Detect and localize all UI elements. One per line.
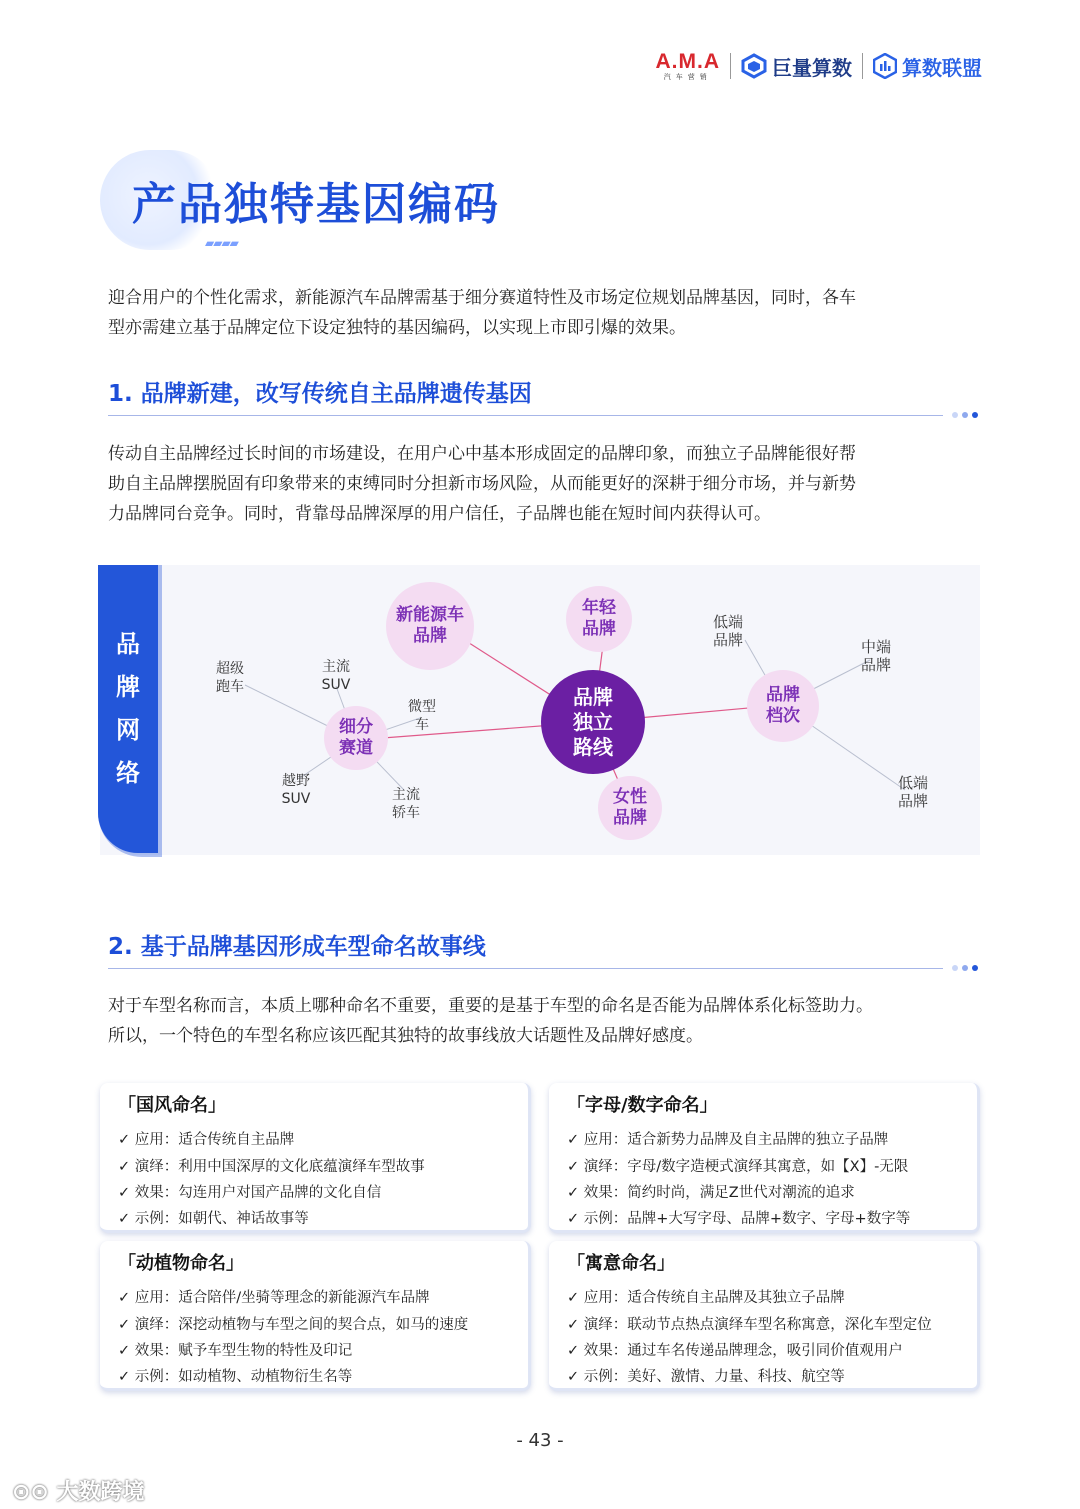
intro-line: 型亦需建立基于品牌定位下设定独特的基因编码，以实现上市即引爆的效果。 xyxy=(108,318,686,338)
card-title: 「寓意命名」 xyxy=(567,1253,675,1274)
bubble-brand-tier xyxy=(747,670,819,742)
section1-line: 传动自主品牌经过长时间的市场建设，在用户心中基本形成固定的品牌印象，而独立子品牌能很好帮 xyxy=(108,444,856,464)
tab-char: 网 xyxy=(116,716,140,744)
title-dash-decoration: ▰▰▰▰ xyxy=(205,236,238,250)
card-line: ✓ 示例：如朝代、神话故事等 xyxy=(118,1211,309,1227)
card-line: ✓ 应用：适合陪伴/坐骑等理念的新能源汽车品牌 xyxy=(118,1290,430,1306)
card-line: ✓ 应用：适合新势力品牌及自主品牌的独立子品牌 xyxy=(567,1132,889,1148)
bubble-label: 新能源车 xyxy=(396,605,464,625)
leaf-label: 主流 xyxy=(322,659,350,675)
watermark-icon: ⊙⊙ xyxy=(12,1480,57,1505)
leaf-label: 品牌 xyxy=(712,631,743,649)
suanshu-logo-text: 算数联盟 xyxy=(902,55,982,80)
bubble-label: 赛道 xyxy=(339,738,373,758)
card-title: 「字母/数字命名」 xyxy=(567,1095,718,1116)
leaf-label: SUV xyxy=(281,791,311,807)
leaf-label: SUV xyxy=(321,677,351,693)
juliang-logo-text: 巨量算数 xyxy=(772,55,852,80)
leaf-label: 主流 xyxy=(392,787,420,803)
bubble-label: 档次 xyxy=(766,706,800,726)
leaf-label: 轿车 xyxy=(392,805,420,821)
leaf-super-sportscar xyxy=(212,660,248,696)
leaf-label: 低端 xyxy=(712,613,743,631)
card-title: 「国风命名」 xyxy=(118,1095,226,1116)
card-flora-fauna-naming xyxy=(100,1241,531,1391)
bubble-label: 品牌 xyxy=(582,619,616,639)
bubble-female-brand xyxy=(598,776,662,840)
card-line: ✓ 演绎：联动节点热点演绎车型名称寓意，深化车型定位 xyxy=(567,1317,932,1333)
card-guofeng-naming xyxy=(100,1083,531,1233)
leaf-label: 跑车 xyxy=(216,679,244,695)
center-label: 路线 xyxy=(573,734,613,759)
card-line: ✓ 演绎：利用中国深厚的文化底蕴演绎车型故事 xyxy=(118,1159,425,1175)
leaf-label: 车 xyxy=(415,717,429,733)
section1-line: 助自主品牌摆脱固有印象带来的束缚同时分担新市场风险，从而能更好的深耕于细分市场，并与新势 xyxy=(108,474,856,494)
bubble-label: 品牌 xyxy=(413,626,447,646)
tab-char: 络 xyxy=(116,759,140,787)
card-line: ✓ 效果：通过车名传递品牌理念，吸引同价值观用户 xyxy=(567,1343,903,1359)
leaf-label: 微型 xyxy=(408,699,436,715)
section2-divider xyxy=(108,968,943,969)
leaf-label: 越野 xyxy=(282,773,310,789)
center-label: 独立 xyxy=(573,709,613,734)
bubble-young-brand xyxy=(566,586,632,652)
tab-char: 牌 xyxy=(116,673,140,701)
bubble-label: 女性 xyxy=(613,787,647,807)
leaf-mid-end-brand xyxy=(856,638,896,674)
card-line: ✓ 效果：简约时尚，满足Z世代对潮流的追求 xyxy=(567,1185,855,1201)
bubble-label: 年轻 xyxy=(582,598,616,618)
section1-line: 力品牌同台竞争。同时，背靠母品牌深厚的用户信任，子品牌也能在短时间内获得认可。 xyxy=(108,504,771,524)
card-line: ✓ 应用：适合传统自主品牌 xyxy=(118,1132,295,1148)
bubble-label: 品牌 xyxy=(766,685,800,705)
leaf-label: 品牌 xyxy=(897,792,928,810)
leaf-label: 中端 xyxy=(860,638,891,656)
card-line: ✓ 示例：如动植物、动植物衍生名等 xyxy=(118,1369,353,1385)
center-label: 品牌 xyxy=(573,684,613,709)
card-line: ✓ 示例：美好、激情、力量、科技、航空等 xyxy=(567,1369,845,1385)
card-title: 「动植物命名」 xyxy=(118,1253,244,1274)
watermark-text: 大数跨境 xyxy=(56,1480,145,1505)
leaf-mainstream-suv xyxy=(316,658,356,694)
leaf-label: 低端 xyxy=(897,774,928,792)
leaf-label: 品牌 xyxy=(860,656,891,674)
leaf-mainstream-sedan xyxy=(386,786,426,822)
card-line: ✓ 示例：品牌+大写字母、品牌+数字、字母+数字等 xyxy=(567,1211,911,1227)
ama-logo-text: A.M.A xyxy=(655,50,720,73)
section2-title: 2. 基于品牌基因形成车型命名故事线 xyxy=(108,934,486,960)
card-line: ✓ 应用：适合传统自主品牌及其独立子品牌 xyxy=(567,1290,845,1306)
bubble-nev-brand xyxy=(386,582,474,670)
section2-line: 对于车型名称而言，本质上哪种命名不重要，重要的是基于车型的命名是否能为品牌体系化标签助力。 xyxy=(108,996,873,1016)
card-line: ✓ 演绎：深挖动植物与车型之间的契合点，如马的速度 xyxy=(118,1317,469,1333)
leaf-offroad-suv xyxy=(276,772,316,808)
card-line: ✓ 效果：勾连用户对国产品牌的文化自信 xyxy=(118,1185,382,1201)
ama-logo-sub: 汽车营销 xyxy=(663,73,712,81)
bubble-label: 细分 xyxy=(339,717,373,737)
bubble-label: 品牌 xyxy=(613,808,647,828)
section2-dots xyxy=(952,965,978,971)
card-line: ✓ 效果：赋予车型生物的特性及印记 xyxy=(118,1343,353,1359)
bubble-segment xyxy=(324,706,388,770)
leaf-low-end-brand-2 xyxy=(893,774,933,810)
leaf-label: 超级 xyxy=(216,661,244,677)
intro-line: 迎合用户的个性化需求，新能源汽车品牌需基于细分赛道特性及市场定位规划品牌基因，同时，各车 xyxy=(108,288,856,308)
page-title: 产品独特基因编码 xyxy=(132,179,500,230)
card-line: ✓ 演绎：字母/数字造梗式演绎其寓意，如【X】-无限 xyxy=(567,1159,909,1175)
section1-title: 1. 品牌新建，改写传统自主品牌遗传基因 xyxy=(108,381,532,407)
card-letter-number-naming xyxy=(549,1083,980,1233)
leaf-low-end-brand xyxy=(708,613,748,649)
page-number: - 43 - xyxy=(516,1430,564,1451)
section2-paragraph xyxy=(108,991,966,1051)
section2-line: 所以，一个特色的车型名称应该匹配其独特的故事线放大话题性及品牌好感度。 xyxy=(108,1026,703,1046)
tab-char: 品 xyxy=(116,630,140,658)
leaf-mini-car xyxy=(404,698,440,734)
center-node-independent-route xyxy=(541,670,645,774)
card-meaning-naming xyxy=(549,1241,980,1391)
watermark xyxy=(12,1475,145,1506)
